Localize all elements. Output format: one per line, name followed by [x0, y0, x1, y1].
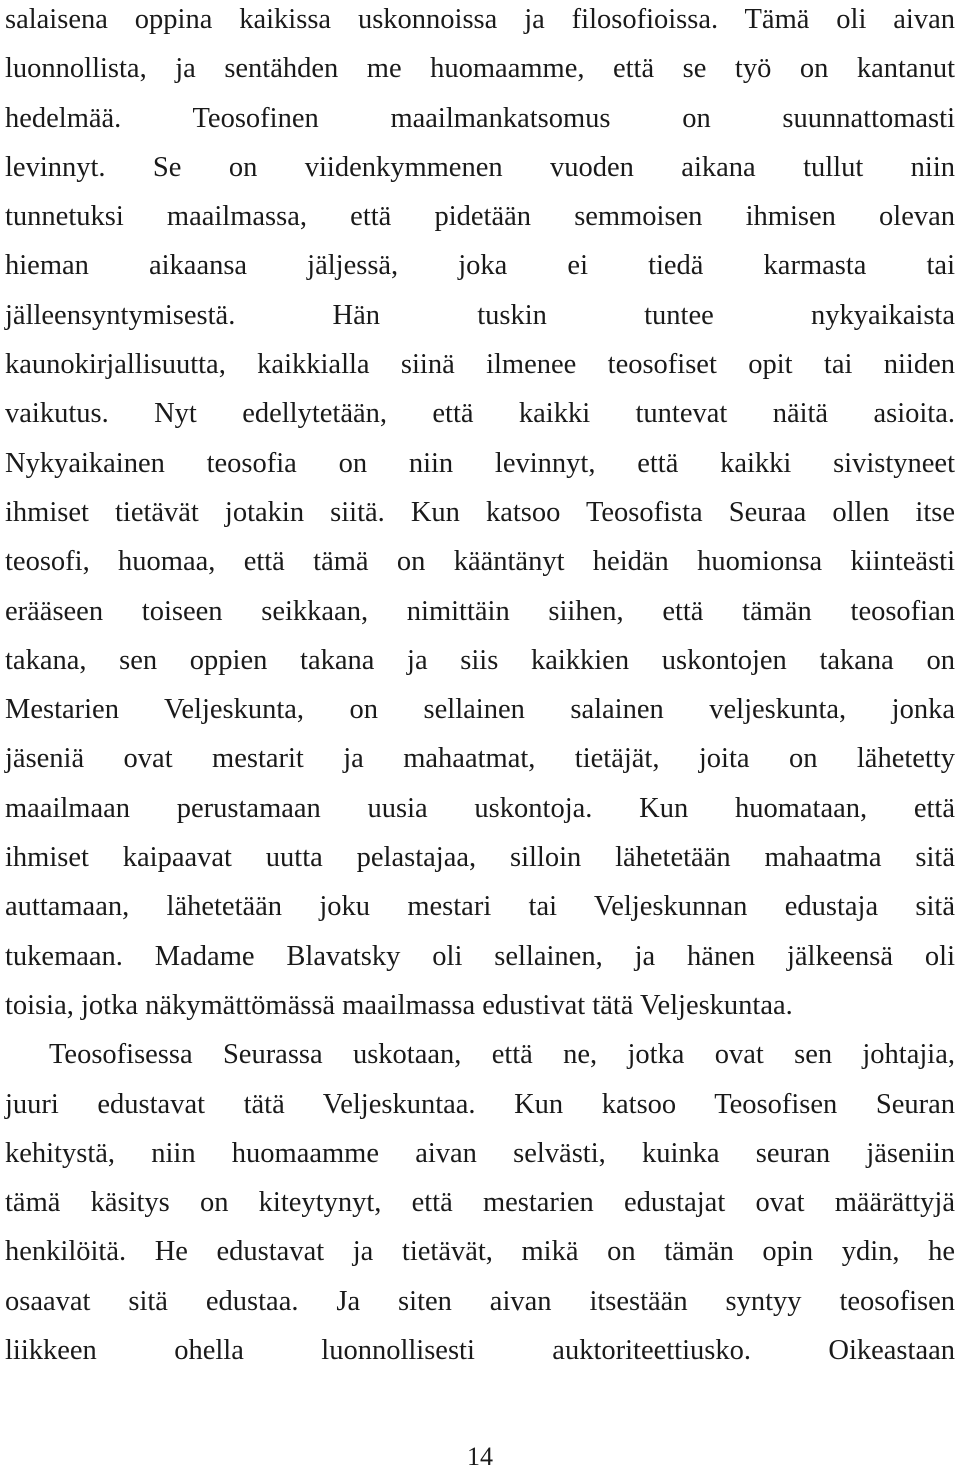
text-line: henkilöitä. He edustavat ja tietävät, mikä on tämän opin ydin, he	[5, 1236, 955, 1268]
text-line: tunnetuksi maailmassa, että pidetään semmoisen ihmisen olevan	[5, 201, 955, 233]
text-line: juuri edustavat tätä Veljeskuntaa. Kun katsoo Teosofisen Seuran	[5, 1088, 955, 1120]
text-line: osaavat sitä edustaa. Ja siten aivan itsestään syntyy teosofisen	[5, 1285, 955, 1317]
text-line: ihmiset tietävät jotakin siitä. Kun katsoo Teosofista Seuraa ollen itse	[5, 496, 955, 528]
text-line: teosofi, huomaa, että tämä on kääntänyt heidän huomionsa kiinteästi	[5, 546, 955, 578]
body-text	[5, 0, 955, 1380]
text-line: tukemaan. Madame Blavatsky oli sellainen, ja hänen jälkeensä oli	[5, 940, 955, 972]
text-line: takana, sen oppien takana ja siis kaikkien uskontojen takana on	[5, 644, 955, 676]
text-line: erääseen toiseen seikkaan, nimittäin siihen, että tämän teosofian	[5, 595, 955, 627]
text-line: ihmiset kaipaavat uutta pelastajaa, silloin lähetetään mahaatma sitä	[5, 842, 955, 874]
text-line: toisia, jotka näkymättömässä maailmassa edustivat tätä Veljeskuntaa.	[5, 989, 793, 1021]
text-line: hedelmää. Teosofinen maailmankatsomus on suunnattomasti	[5, 102, 955, 134]
paragraph-start-line: Teosofisessa Seurassa uskotaan, että ne, jotka ovat sen johtajia,	[49, 1039, 955, 1071]
text-line: kehitystä, niin huomaamme aivan selvästi, kuinka seuran jäseniin	[5, 1137, 955, 1169]
text-line: salaisena oppina kaikissa uskonnoissa ja filosofioissa. Tämä oli aivan	[5, 4, 955, 35]
text-line: Mestarien Veljeskunta, on sellainen salainen veljeskunta, jonka	[5, 694, 955, 726]
text-line: luonnollista, ja sentähden me huomaamme, että se työ on kantanut	[5, 53, 955, 85]
text-line: tämä käsitys on kiteytynyt, että mestarien edustajat ovat määrättyjä	[5, 1187, 955, 1219]
page-number: 14	[467, 1442, 493, 1471]
text-line: vaikutus. Nyt edellytetään, että kaikki tuntevat näitä asioita.	[5, 398, 955, 430]
text-line: jäseniä ovat mestarit ja mahaatmat, tietäjät, joita on lähetetty	[5, 743, 955, 775]
text-line: auttamaan, lähetetään joku mestari tai Veljeskunnan edustaja sitä	[5, 891, 955, 923]
text-line: hieman aikaansa jäljessä, joka ei tiedä karmasta tai	[5, 250, 955, 282]
text-line: Nykyaikainen teosofia on niin levinnyt, että kaikki sivistyneet	[5, 447, 955, 479]
text-line: levinnyt. Se on viidenkymmenen vuoden aikana tullut niin	[5, 151, 955, 183]
text-line: kaunokirjallisuutta, kaikkialla siinä ilmenee teosofiset opit tai niiden	[5, 349, 955, 381]
text-line: jälleensyntymisestä. Hän tuskin tuntee nykyaikaista	[5, 299, 955, 331]
text-line: maailmaan perustamaan uusia uskontoja. Kun huomataan, että	[5, 792, 955, 824]
text-line: liikkeen ohella luonnollisesti auktoriteettiusko. Oikeastaan	[5, 1335, 955, 1367]
